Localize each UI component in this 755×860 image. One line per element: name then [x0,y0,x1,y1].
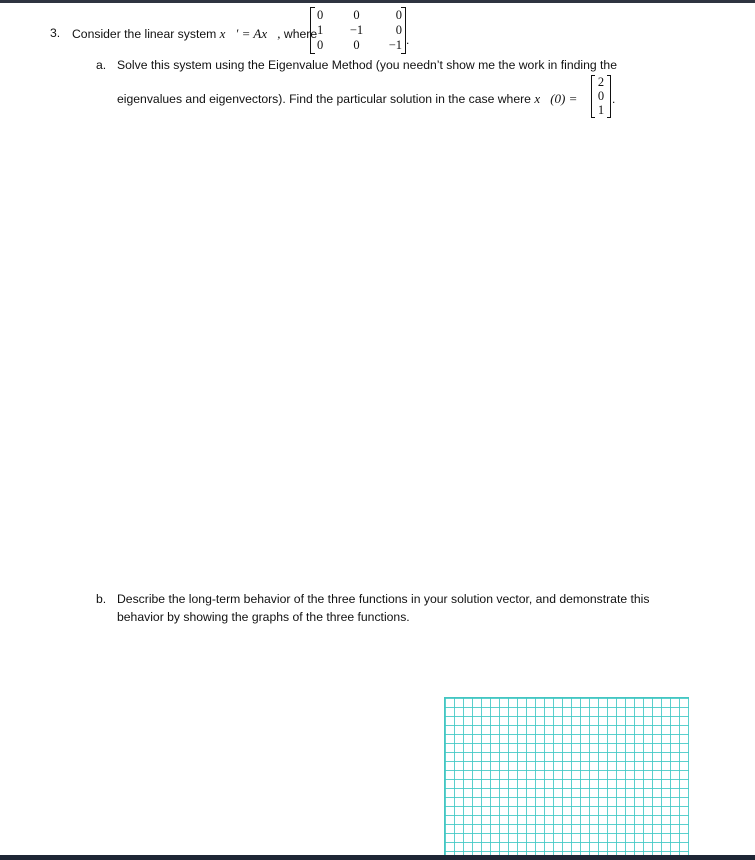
graph-paper-grid [444,697,689,858]
matrix-cell: 1 [317,23,324,37]
matrix-row [316,8,406,23]
part-a-end-period: . [612,92,616,106]
part-a-line-1: Solve this system using the Eigenvalue Method (you needn’t show me the work in finding the [117,58,617,72]
top-rule [0,0,755,3]
part-a-line-2: eigenvalues and eigenvectors). Find the particular solution in the case where [117,92,535,106]
vector-right-bracket [607,75,611,118]
vector-cell: 1 [597,103,605,117]
part-b-letter: b. [96,592,107,606]
vector-cell: 0 [597,89,605,103]
matrix-cell: 0 [353,8,360,22]
question-intro-line [72,26,317,42]
bottom-rule [0,855,755,860]
initial-vector-entries [596,75,606,117]
part-a-line-2-container [117,91,577,107]
part-a-letter: a. [96,58,107,72]
matrix-left-bracket [310,7,315,54]
matrix-a [310,7,406,57]
system-equation: x⃗′ = Ax⃗, [219,26,281,41]
matrix-a-entries [316,8,406,53]
matrix-cell: 0 [353,38,360,52]
matrix-cell: 0 [395,8,402,22]
question-number: 3. [50,26,61,40]
part-b-line-1: Describe the long-term behavior of the three functions in your solution vector, and demonstrate this [117,592,650,606]
matrix-cell: 0 [317,8,324,22]
matrix-cell: −1 [349,23,364,37]
matrix-cell: −1 [388,38,402,52]
question-end-period: . [406,33,410,47]
vector-cell: 2 [597,75,605,89]
vector-left-bracket [591,75,595,118]
initial-condition: x⃗(0) = [534,91,578,106]
part-b-line-2: behavior by showing the graphs of the three functions. [117,610,410,624]
question-where: where [280,27,318,41]
matrix-row [316,38,406,53]
matrix-cell: 0 [395,23,402,37]
matrix-cell: 0 [317,38,324,52]
matrix-row [316,23,406,38]
question-intro: Consider the linear system [72,27,220,41]
initial-vector [591,75,611,119]
